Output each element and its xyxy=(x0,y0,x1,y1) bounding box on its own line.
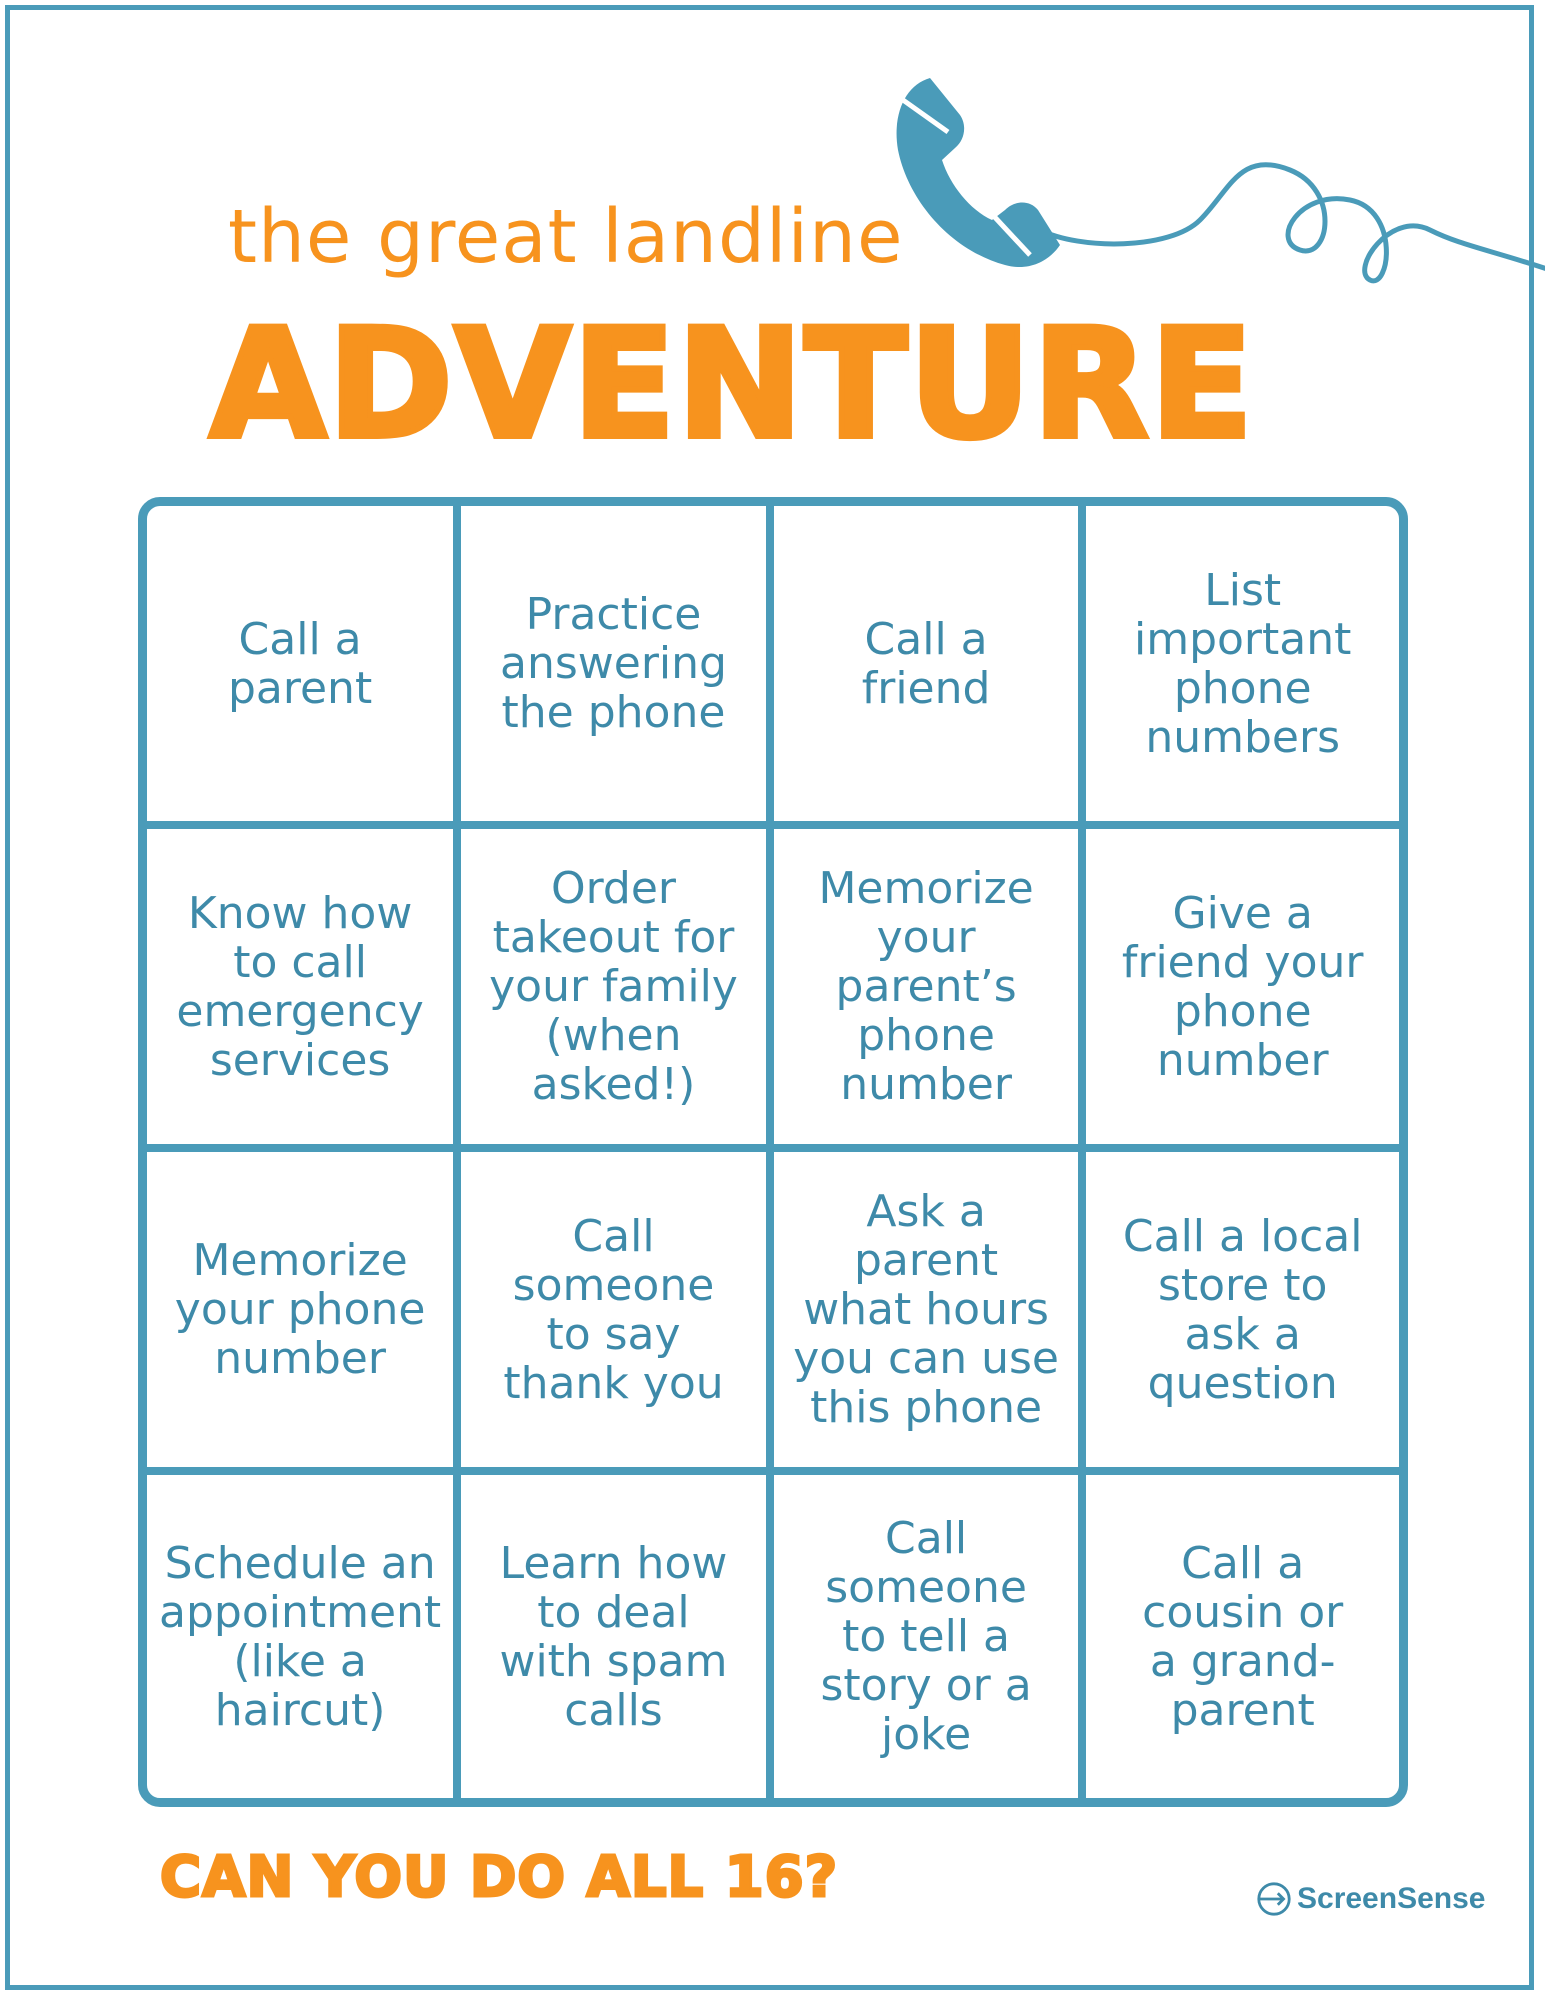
cell-label: Call someone to say thank you xyxy=(503,1210,724,1409)
grid-cell xyxy=(461,1475,774,1798)
grid-cell xyxy=(147,506,461,829)
cell-label: Order takeout for your family (when asked!) xyxy=(489,863,738,1110)
cell-label: Memorize your parent’s phone number xyxy=(818,863,1034,1110)
grid-cell xyxy=(1086,1152,1399,1475)
cell-label: Call a cousin or a grand- parent xyxy=(1142,1537,1344,1736)
cell-label: Memorize your phone number xyxy=(174,1235,426,1384)
cell-label: Know how to call emergency services xyxy=(176,887,424,1086)
cell-label: List important phone numbers xyxy=(1133,564,1352,763)
cell-label: Schedule an appointment (like a haircut) xyxy=(159,1537,442,1736)
page-title: ADVENTURE xyxy=(210,298,1255,472)
cell-label: Give a friend your phone number xyxy=(1121,887,1364,1086)
grid-cell xyxy=(774,829,1087,1152)
grid-cell xyxy=(774,1475,1087,1798)
cell-label: Call a friend xyxy=(861,613,991,714)
grid-cell xyxy=(461,829,774,1152)
brand-name: ScreenSense xyxy=(1297,1882,1486,1915)
arrow-circle-logo-icon xyxy=(1255,1880,1293,1918)
cell-label: Call a parent xyxy=(227,613,373,714)
telephone-handset-icon xyxy=(870,60,1545,320)
challenge-text: CAN YOU DO ALL 16? xyxy=(160,1845,839,1910)
grid-cell xyxy=(147,1475,461,1798)
grid-cell xyxy=(147,1152,461,1475)
grid-cell xyxy=(774,506,1087,829)
grid-cell xyxy=(1086,506,1399,829)
cell-label: Practice answering the phone xyxy=(500,589,727,738)
grid-cell xyxy=(461,1152,774,1475)
cell-label: Learn how to deal with spam calls xyxy=(499,1537,728,1736)
grid-cell xyxy=(1086,829,1399,1152)
cell-label: Ask a parent what hours you can use this phone xyxy=(793,1186,1059,1433)
grid-cell xyxy=(1086,1475,1399,1798)
grid-cell xyxy=(147,829,461,1152)
grid-cell xyxy=(774,1152,1087,1475)
subtitle: the great landline xyxy=(228,194,904,280)
cell-label: Call someone to tell a story or a joke xyxy=(820,1513,1032,1760)
brand-logo xyxy=(1255,1880,1485,1918)
grid-cell xyxy=(461,506,774,829)
cell-label: Call a local store to ask a question xyxy=(1122,1210,1363,1409)
bingo-grid xyxy=(138,497,1408,1807)
